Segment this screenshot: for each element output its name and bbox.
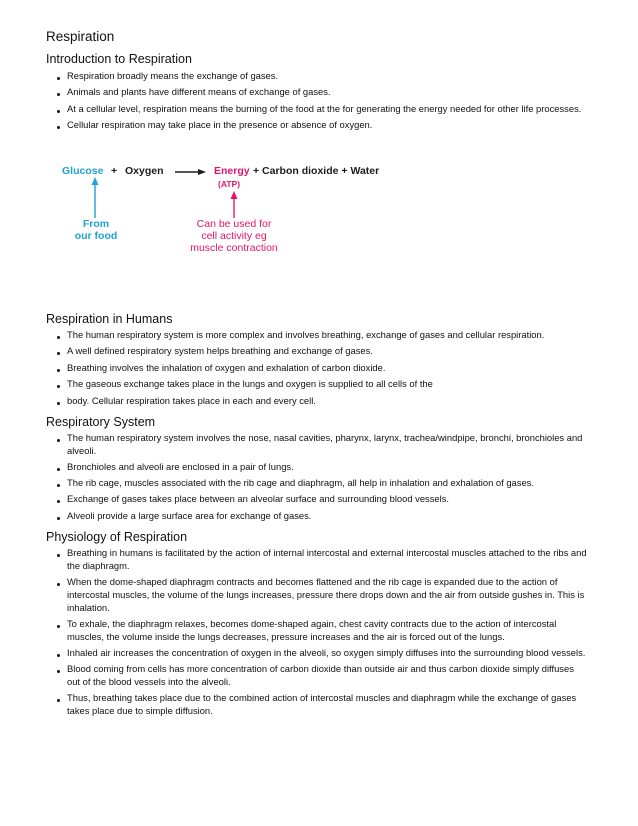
system-heading: Respiratory System (46, 415, 156, 429)
list-item: To exhale, the diaphragm relaxes, becomes dome-shaped again, chest cavity contracts due to the action of intercostal muscles, the volume inside the lungs decreases, pressure increases and the air is forced out of the lungs. (57, 618, 587, 644)
list-item: Breathing involves the inhalation of oxygen and exhalation of carbon dioxide. (57, 362, 587, 375)
list-item: The rib cage, muscles associated with the rib cage and diaphragm, all help in inhalation and exhalation of gases. (57, 477, 587, 490)
note-line: our food (74, 230, 118, 242)
list-item: Animals and plants have different means of exchange of gases. (57, 86, 587, 99)
list-item: body. Cellular respiration takes place in each and every cell. (57, 395, 587, 408)
humans-heading: Respiration in Humans (46, 312, 173, 326)
list-item: Inhaled air increases the concentration of oxygen in the alveoli, so oxygen simply diffuses into the surrounding blood vessels. (57, 647, 587, 660)
humans-list (57, 329, 587, 411)
list-item: The human respiratory system is more complex and involves breathing, exchange of gases and cellular respiration. (57, 329, 587, 342)
list-item: A well defined respiratory system helps breathing and exchange of gases. (57, 345, 587, 358)
note-line: From (82, 218, 110, 230)
list-item: Breathing in humans is facilitated by the action of internal intercostal and external intercostal muscles attached to the ribs and the diaphragm. (57, 547, 587, 573)
list-item: At a cellular level, respiration means the burning of the food at the for generating the energy needed for other life processes. (57, 103, 587, 116)
intro-list (57, 70, 587, 135)
oxygen-label: Oxygen (125, 165, 164, 177)
list-item: Respiration broadly means the exchange of gases. (57, 70, 587, 83)
food-source-note (66, 218, 126, 242)
glucose-label: Glucose (62, 165, 104, 177)
note-line: muscle contraction (190, 242, 278, 254)
list-item: Alveoli provide a large surface area for exchange of gases. (57, 510, 587, 523)
physiology-list (57, 547, 587, 721)
list-item: Bronchioles and alveoli are enclosed in a pair of lungs. (57, 461, 587, 474)
intro-heading: Introduction to Respiration (46, 52, 192, 66)
physiology-heading: Physiology of Respiration (46, 530, 188, 544)
respiration-equation-diagram (60, 160, 400, 260)
list-item: The human respiratory system involves the nose, nasal cavities, pharynx, larynx, trachea/windpipe, bronchi, bronchioles and alveoli. (57, 432, 587, 458)
page-title: Respiration (46, 29, 115, 44)
system-list (57, 432, 587, 526)
list-item: Thus, breathing takes place due to the combined action of intercostal muscles and diaphragm while the exchange of gases takes place due to simple diffusion. (57, 692, 587, 718)
atp-label: (ATP) (218, 179, 241, 189)
energy-label: Energy (214, 165, 250, 177)
note-line: cell activity eg (201, 230, 267, 242)
plus-sign: + (111, 165, 118, 177)
list-item: Exchange of gases takes place between an alveolar surface and surrounding blood vessels. (57, 493, 587, 506)
list-item: The gaseous exchange takes place in the lungs and oxygen is supplied to all cells of the (57, 378, 587, 391)
energy-use-note (180, 218, 288, 254)
products-label: + Carbon dioxide + Water (253, 165, 380, 177)
list-item: Blood coming from cells has more concentration of carbon dioxide than outside air and thus carbon dioxide simply diffuses out of the blood vessels into the alveoli. (57, 663, 587, 689)
list-item: When the dome-shaped diaphragm contracts and becomes flattened and the rib cage is expanded due to the action of intercostal muscles, the volume of the lungs increases, pressure there drops down and the air from outside gushes in. This is inhalation. (57, 576, 587, 614)
list-item: Cellular respiration may take place in the presence or absence of oxygen. (57, 119, 587, 132)
note-line: Can be used for (196, 218, 272, 230)
